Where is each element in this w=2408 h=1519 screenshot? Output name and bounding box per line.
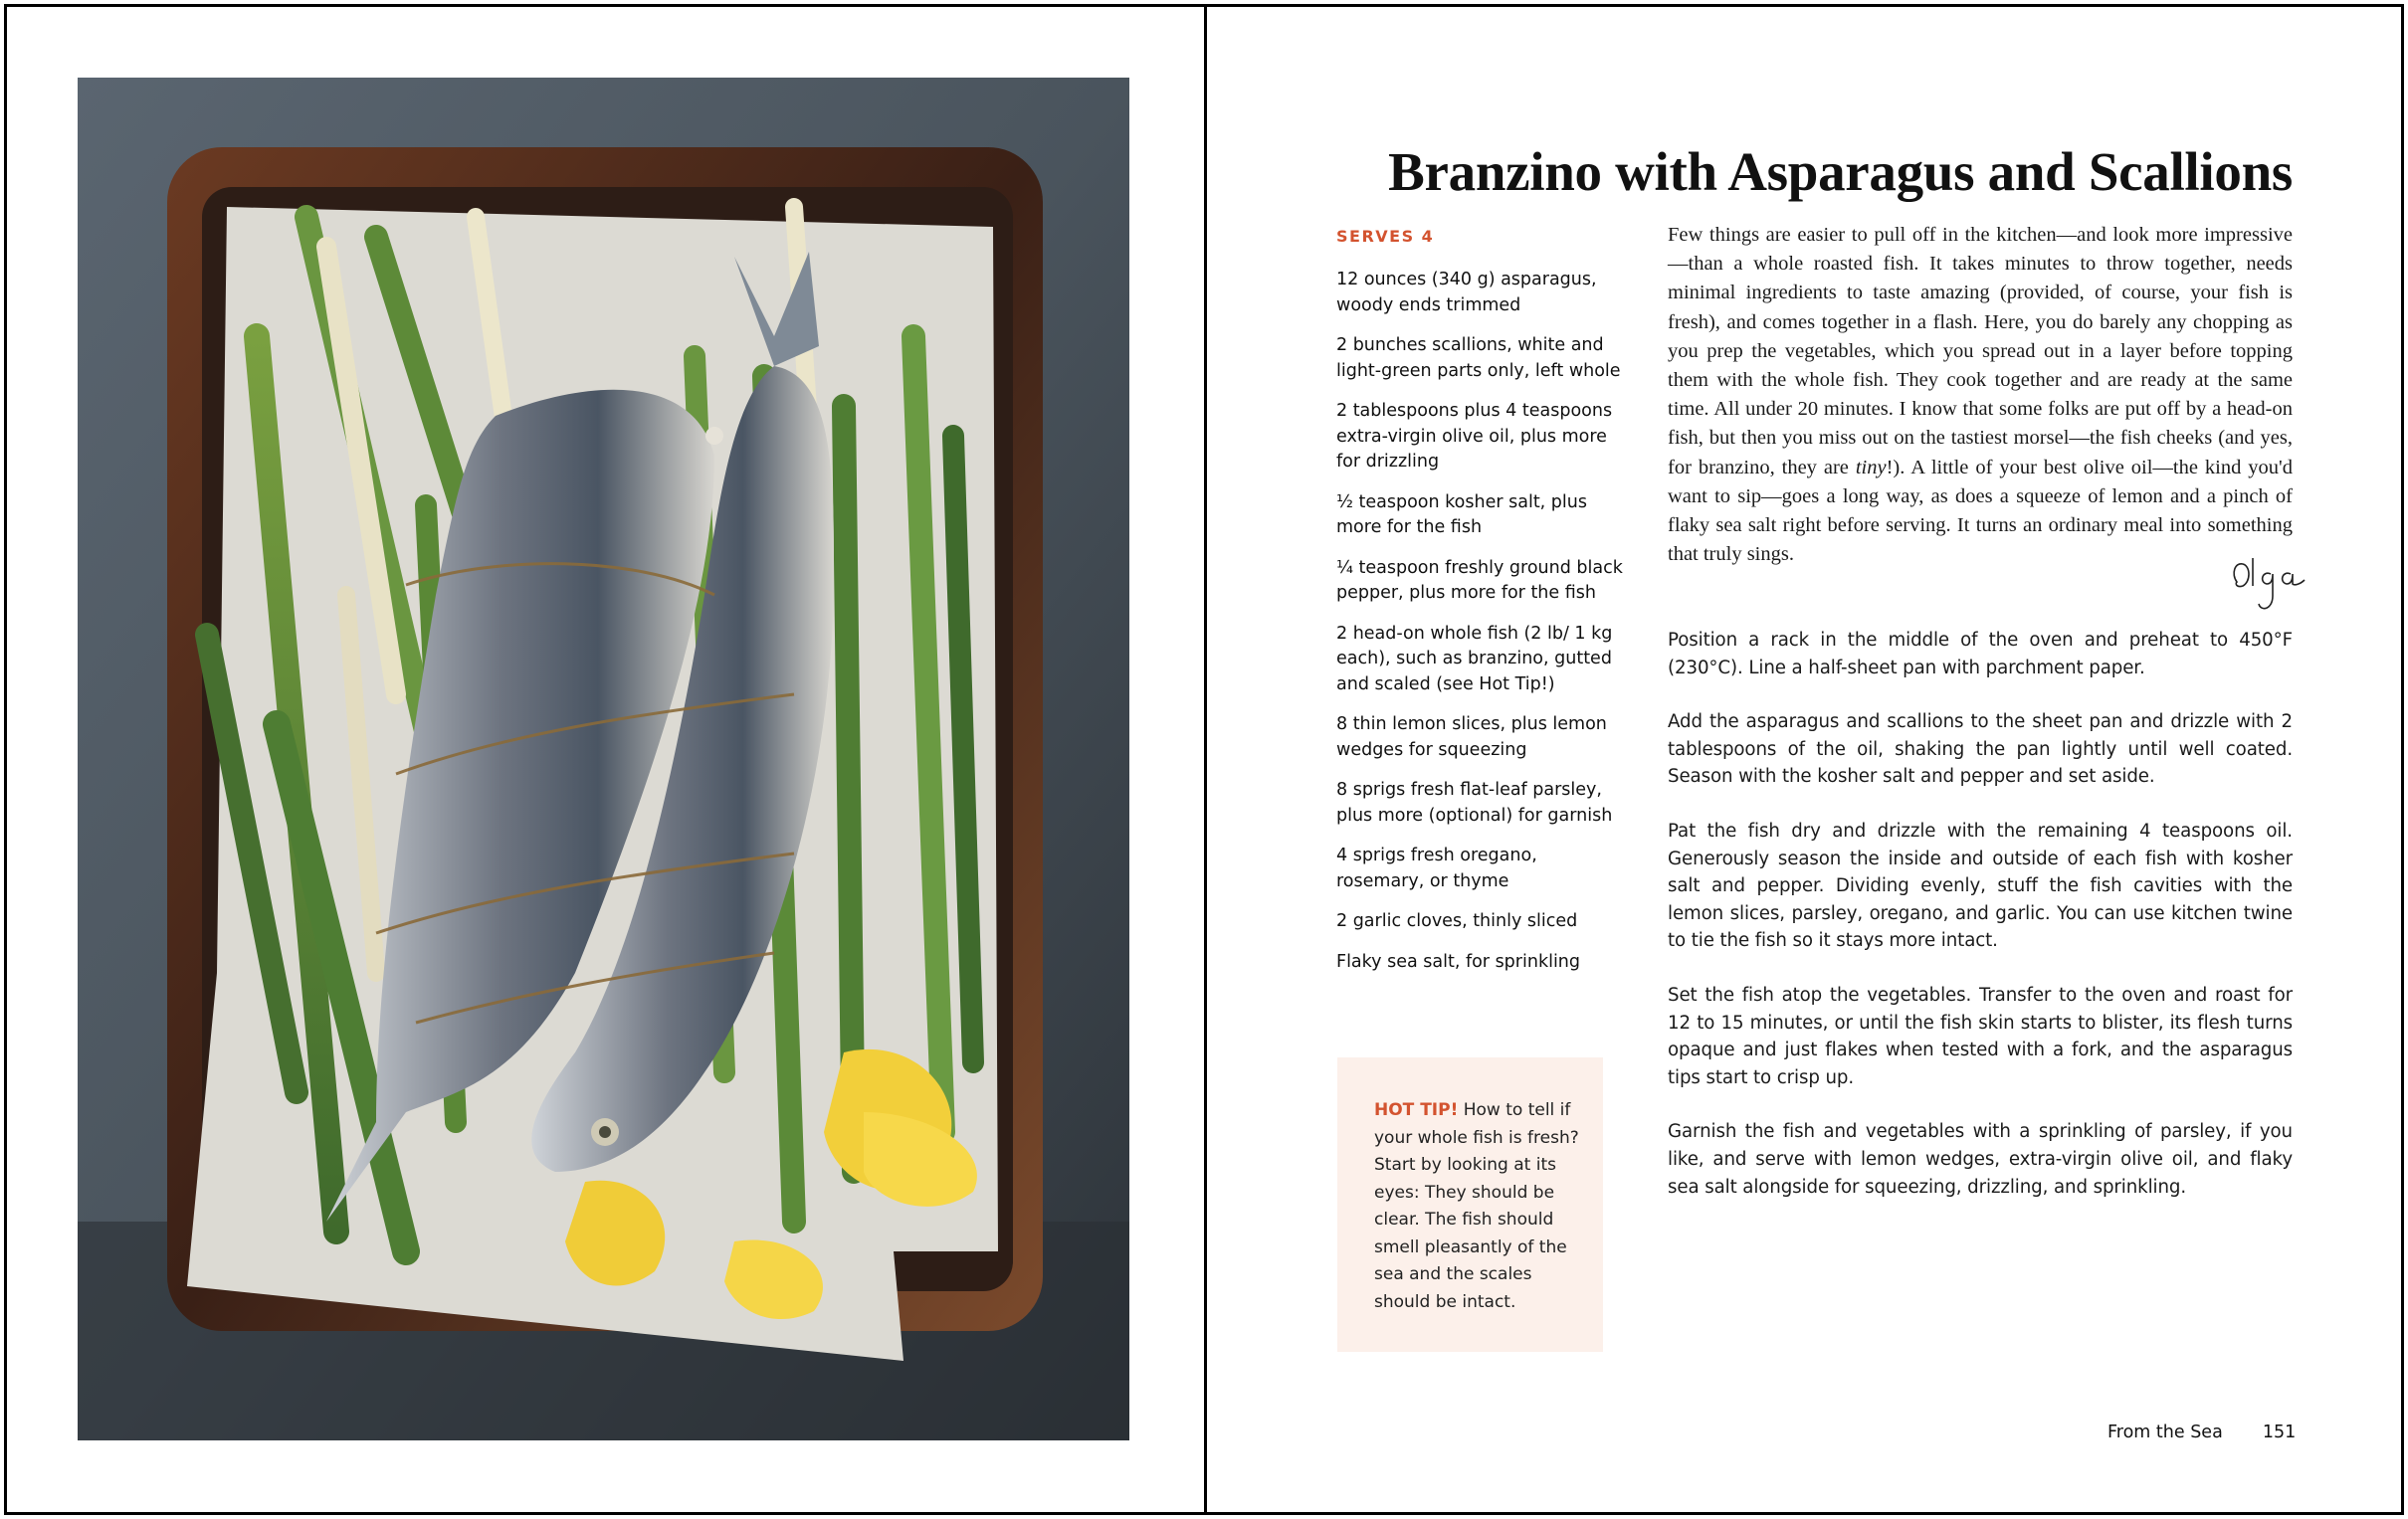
ingredient-item: 8 thin lemon slices, plus lemon wedges for squeezing [1336, 714, 1607, 760]
ingredients-column [1336, 227, 1625, 990]
method-steps [1668, 627, 2293, 1228]
ingredient-item: 2 head-on whole fish (2 lb/ 1 kg each), such as branzino, gutted and scaled (see Hot Tip!) [1336, 623, 1613, 694]
recipe-photo [78, 78, 1129, 1440]
page-number: 151 [2262, 1423, 2297, 1442]
ingredient-item: 8 sprigs fresh flat-leaf parsley, plus more (optional) for garnish [1336, 780, 1613, 826]
hot-tip-box [1337, 1057, 1603, 1352]
fish-on-sheet-pan-image [78, 78, 1129, 1440]
method-step: Garnish the fish and vegetables with a sprinkling of parsley, if you like, and serve with lemon wedges, extra-virgin olive oil, and flaky sea salt alongside for squeezing, drizzling, and sprinkling. [1668, 1121, 2293, 1198]
recipe-title: Branzino with Asparagus and Scallions [1388, 140, 2293, 202]
ingredient-item: 12 ounces (340 g) asparagus, woody ends trimmed [1336, 270, 1597, 315]
page-footer [2107, 1423, 2296, 1442]
method-step: Pat the fish dry and drizzle with the remaining 4 teaspoons oil. Generously season the inside and outside of each fish with kosher salt and pepper. Dividing evenly, stuff the fish cavities with the lemon slices, parsley, oregano, and garlic. You can use kitchen twine to tie the fish so it stays more intact. [1668, 820, 2293, 952]
hot-tip-text [1374, 1097, 1583, 1316]
method-step: Position a rack in the middle of the oven and preheat to 450°F (230°C). Line a half-sheet pan with parchment paper. [1668, 630, 2293, 678]
hot-tip-body: How to tell if your whole fish is fresh? Start by looking at its eyes: They should be clear. The fish should smell pleasantly of the sea and the scales should be intact. [1374, 1100, 1579, 1312]
ingredient-item: ¼ teaspoon freshly ground black pepper, plus more for the fish [1336, 557, 1623, 603]
method-step: Add the asparagus and scallions to the sheet pan and drizzle with 2 tablespoons of the oil, shaking the pan lightly until well coated. Season with the kosher salt and pepper and set aside. [1668, 711, 2293, 788]
ingredient-item: 4 sprigs fresh oregano, rosemary, or thyme [1336, 846, 1537, 891]
headnote-paragraph [1668, 221, 2293, 569]
hot-tip-label: HOT TIP! [1374, 1100, 1459, 1120]
ingredient-item: 2 garlic cloves, thinly sliced [1336, 911, 1578, 931]
ingredient-item: 2 tablespoons plus 4 teaspoons extra-virgin olive oil, plus more for drizzling [1336, 401, 1613, 472]
headnote-italic: tiny [1855, 456, 1887, 478]
headnote-text-end: !). A little of your best olive oil—the kind you'd want to sip—goes a long way, as does a squeeze of lemon and a pinch of flaky sea salt right before serving. It turns an ordinary meal into something that truly sings. [1668, 456, 2293, 566]
ingredient-item: Flaky sea salt, for sprinkling [1336, 951, 1580, 972]
section-name: From the Sea [2107, 1423, 2223, 1442]
ingredient-item: 2 bunches scallions, white and light-green parts only, left whole [1336, 335, 1621, 381]
headnote [1668, 221, 2293, 569]
ingredients-list [1336, 268, 1625, 975]
author-signature [2229, 552, 2308, 622]
page-gutter-divider [1204, 4, 1207, 1515]
serves-label: SERVES 4 [1336, 227, 1435, 246]
method-step: Set the fish atop the vegetables. Transfer to the oven and roast for 12 to 15 minutes, or until the fish skin starts to blister, its flesh turns opaque and just flakes when tested with a fork, and the asparagus tips start to crisp up. [1668, 984, 2293, 1088]
ingredient-item: ½ teaspoon kosher salt, plus more for the fish [1336, 491, 1587, 537]
headnote-text: Few things are easier to pull off in the kitchen—and look more impressive—than a whole roasted fish. It takes minutes to throw together, needs minimal ingredients to taste amazing (provided, of course, your fish is fresh), and comes together in a flash. Here, you do barely any chopping as you prep the vegetables, which you spread out in a layer before topping them with the whole fish. They cook together and are ready at the same time. All under 20 minutes. I know that some folks are put off by a head-on fish, but then you miss out on the tastiest morsel—the fish cheeks (and yes, for branzino, they are [1668, 224, 2293, 478]
